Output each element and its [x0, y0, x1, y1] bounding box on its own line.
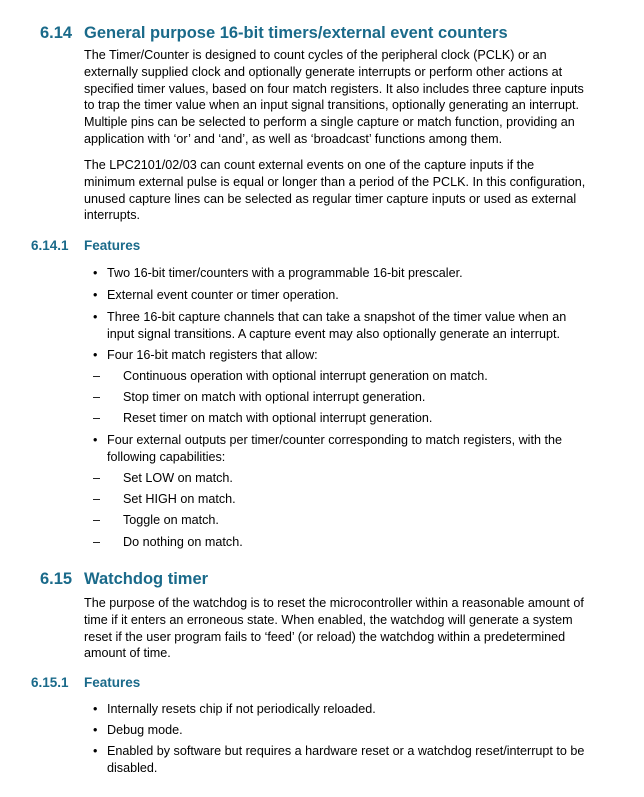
dash-icon: –	[93, 411, 101, 425]
text-line: Multiple pins can be selected to perform a single capture or match function, providing an	[84, 115, 575, 130]
text-line: The Timer/Counter is designed to count cycles of the peripheral clock (PCLK) or an	[84, 48, 547, 62]
text-line: Reset timer on match with optional interrupt generation.	[123, 411, 433, 425]
list-item-text	[123, 534, 243, 551]
text-line: input signal transitions. A capture event may also optionally generate an interrupt.	[107, 326, 560, 341]
paragraph	[84, 595, 584, 662]
section-title: Watchdog timer	[84, 570, 209, 588]
list-item-text	[123, 389, 425, 406]
dash-icon: –	[93, 369, 101, 383]
bullet-icon: •	[93, 433, 98, 447]
list-item-text	[123, 491, 236, 508]
bullet-icon: •	[93, 723, 98, 737]
dash-icon: –	[93, 492, 101, 506]
list-item-text	[123, 512, 219, 529]
bullet-icon: •	[93, 288, 98, 302]
list-item-text	[123, 410, 432, 427]
text-line: application with ‘or’ and ‘and’, as well as ‘broadcast’ functions among them.	[84, 131, 503, 146]
bullet-icon: •	[93, 348, 98, 362]
text-line: Four external outputs per timer/counter corresponding to match registers, with the	[107, 433, 562, 447]
list-item-text	[107, 347, 318, 364]
text-line: minimum external pulse is equal or longer than a period of the PCLK. In this configuration,	[84, 174, 586, 189]
text-line: External event counter or timer operation.	[107, 288, 339, 302]
text-line: Toggle on match.	[123, 513, 219, 527]
text-line: time if it enters an erroneous state. When enabled, the watchdog will generate a system	[84, 612, 573, 627]
dash-icon: –	[93, 513, 101, 527]
text-line: Two 16-bit timer/counters with a programmable 16-bit prescaler.	[107, 266, 463, 280]
list-item-text	[123, 368, 488, 385]
text-line: The purpose of the watchdog is to reset the microcontroller within a reasonable amount of	[84, 596, 584, 610]
dash-icon: –	[93, 535, 101, 549]
section-title: Features	[84, 238, 141, 253]
bullet-icon: •	[93, 310, 98, 324]
paragraph	[84, 157, 585, 224]
section-number: 6.15.1	[31, 675, 69, 690]
list-item-text	[107, 309, 566, 343]
text-line: interrupts.	[84, 208, 140, 223]
text-line: externally supplied clock and optionally generate interrupts or perform other actions at	[84, 64, 563, 79]
text-line: to trap the timer value when an input signal transitions, optionally generating an interrupt.	[84, 98, 579, 113]
text-line: Set HIGH on match.	[123, 492, 236, 506]
text-line: Internally resets chip if not periodically reloaded.	[107, 702, 376, 716]
list-item-text	[107, 287, 339, 304]
text-line: The LPC2101/02/03 can count external events on one of the capture inputs if the	[84, 158, 535, 172]
text-line: Debug mode.	[107, 723, 183, 737]
text-line: Do nothing on match.	[123, 535, 243, 549]
text-line: Set LOW on match.	[123, 471, 233, 485]
bullet-icon: •	[93, 702, 98, 716]
text-line: specified timer values, based on four match registers. It also includes three capture inputs	[84, 81, 584, 96]
text-line: Three 16-bit capture channels that can take a snapshot of the timer value when an	[107, 310, 567, 324]
text-line: Four 16-bit match registers that allow:	[107, 348, 318, 362]
bullet-icon: •	[93, 266, 98, 280]
bullet-icon: •	[93, 744, 98, 758]
text-line: Enabled by software but requires a hardware reset or a watchdog reset/interrupt to be	[107, 744, 585, 758]
text-line: amount of time.	[84, 646, 171, 661]
list-item-text	[107, 432, 562, 466]
paragraph	[84, 47, 584, 148]
text-line: disabled.	[107, 760, 158, 775]
text-line: following capabilities:	[107, 449, 226, 464]
list-item-text	[107, 743, 584, 777]
text-line: reset if the user program fails to ‘feed’ (or reload) the watchdog within a predetermined	[84, 629, 566, 644]
list-item-text	[123, 470, 233, 487]
section-title: General purpose 16-bit timers/external event counters	[84, 24, 508, 42]
list-item-text	[107, 265, 463, 282]
list-item-text	[107, 722, 183, 739]
section-number: 6.14.1	[31, 238, 69, 253]
section-title: Features	[84, 675, 141, 690]
text-line: unused capture lines can be selected as regular timer capture inputs or used as external	[84, 191, 577, 206]
text-line: Continuous operation with optional interrupt generation on match.	[123, 369, 488, 383]
dash-icon: –	[93, 390, 101, 404]
section-number: 6.15	[40, 570, 73, 588]
dash-icon: –	[93, 471, 101, 485]
text-line: Stop timer on match with optional interrupt generation.	[123, 390, 426, 404]
list-item-text	[107, 701, 376, 718]
section-number: 6.14	[40, 24, 73, 42]
